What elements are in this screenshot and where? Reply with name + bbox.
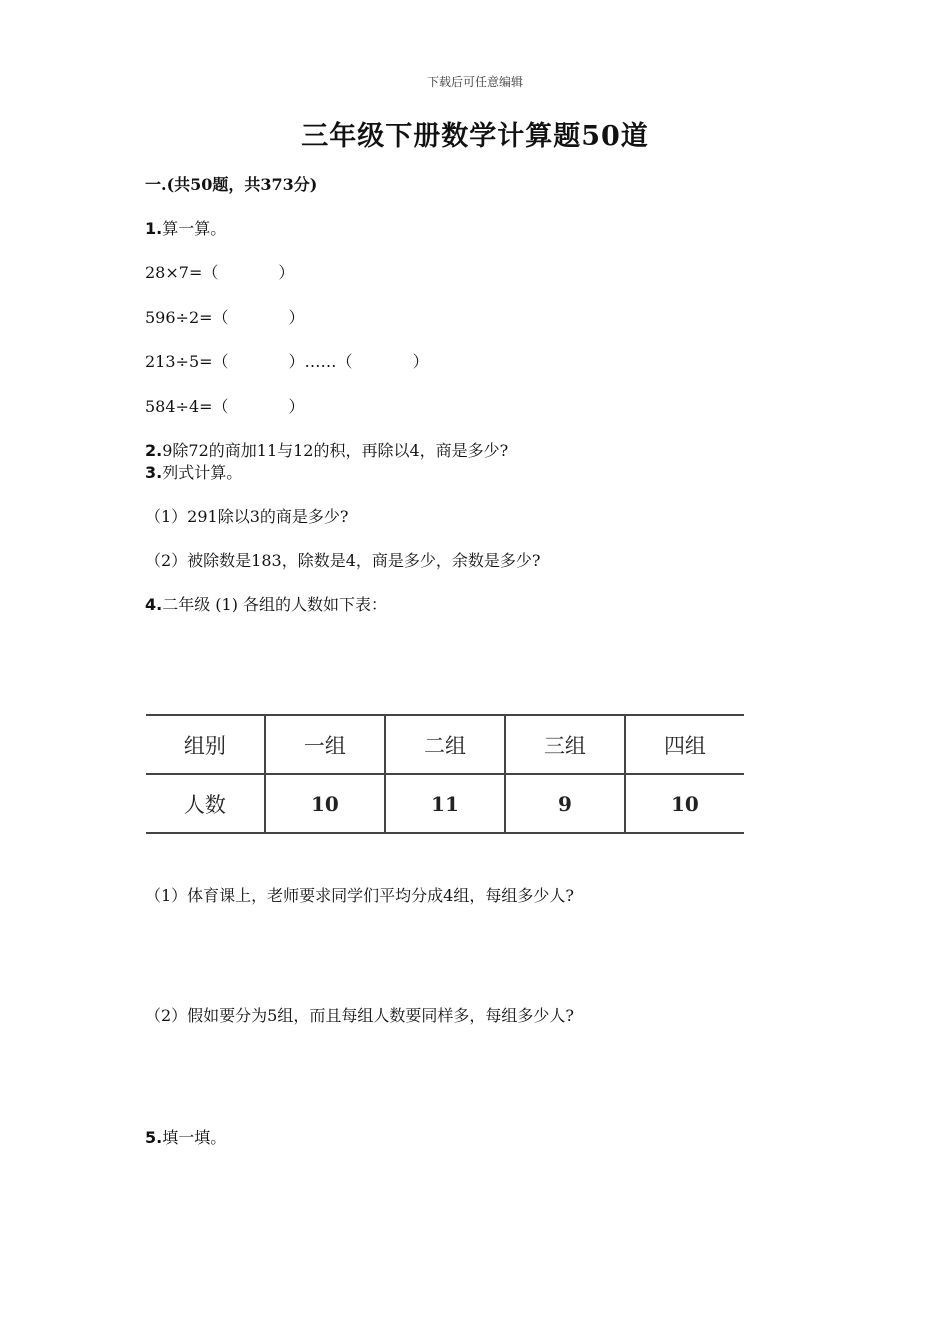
calc-expression: 28×7=（ [145, 263, 219, 282]
section-heading: 一.(共50题，共373分) [145, 175, 318, 194]
table-cell: 人数 [146, 774, 265, 833]
calc-close: ） [278, 263, 295, 282]
calc-item-1 [145, 260, 294, 283]
question-3-sub-2: （2）被除数是183，除数是4，商是多少，余数是多少? [145, 551, 541, 570]
question-text: 9除72的商加11与12的积，再除以4，商是多少? [162, 441, 509, 460]
question-4-sub-1: （1）体育课上，老师要求同学们平均分成4组，每组多少人? [145, 886, 574, 905]
question-4-sub-2: （2）假如要分为5组，而且每组人数要同样多，每组多少人? [145, 1006, 574, 1025]
calc-close: ） [412, 352, 429, 371]
page-title: 三年级下册数学计算题50道 [301, 121, 649, 152]
calc-close: ） [288, 397, 305, 416]
question-text: 二年级 (1) 各组的人数如下表： [162, 595, 388, 614]
calc-item-4 [145, 394, 305, 417]
table-header-cell: 组别 [146, 715, 265, 774]
table-cell: 10 [265, 774, 385, 833]
question-text: 算一算。 [162, 219, 227, 238]
question-3-sub-1: （1）291除以3的商是多少? [145, 507, 349, 526]
question-number: 1. [145, 219, 163, 238]
question-text: 填一填。 [162, 1128, 227, 1147]
question-number: 4. [145, 595, 163, 614]
table-cell: 10 [625, 774, 744, 833]
table-row [146, 715, 744, 774]
question-1 [145, 216, 226, 239]
table-header-cell: 二组 [385, 715, 505, 774]
table-header-cell: 四组 [625, 715, 744, 774]
header-note: 下载后可任意编辑 [426, 75, 523, 89]
question-2 [145, 438, 508, 461]
table-cell: 9 [505, 774, 625, 833]
calc-expression: 584÷4=（ [145, 397, 229, 416]
question-number: 2. [145, 441, 163, 460]
calc-expression: 213÷5=（ [145, 352, 229, 371]
question-5 [145, 1125, 226, 1148]
group-table [146, 714, 744, 834]
table-header-cell: 三组 [505, 715, 625, 774]
calc-close: ） [288, 308, 305, 327]
table-header-cell: 一组 [265, 715, 385, 774]
table-row [146, 774, 744, 833]
table-cell: 11 [385, 774, 505, 833]
calc-item-3 [145, 349, 429, 372]
question-4 [145, 592, 387, 615]
question-3 [145, 460, 242, 483]
calc-item-2 [145, 305, 305, 328]
question-number: 3. [145, 463, 163, 482]
calc-remainder-sep: ）……（ [288, 352, 353, 371]
question-text: 列式计算。 [162, 463, 243, 482]
calc-expression: 596÷2=（ [145, 308, 229, 327]
question-number: 5. [145, 1128, 163, 1147]
